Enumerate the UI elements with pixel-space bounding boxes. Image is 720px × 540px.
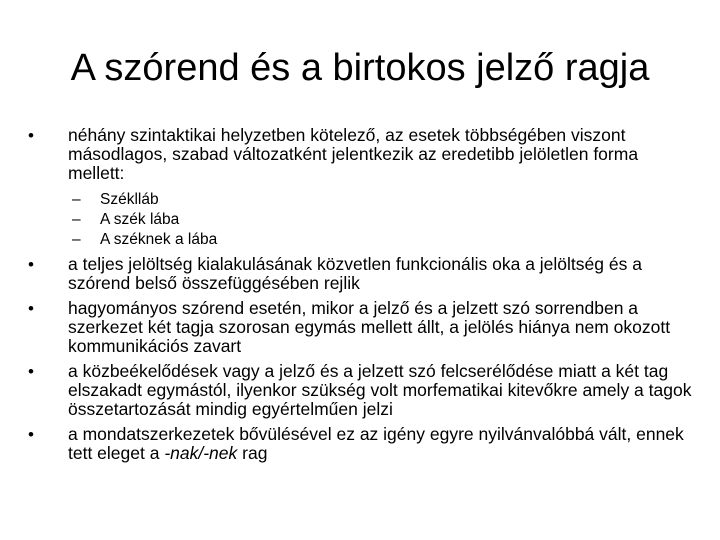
bullet-text	[68, 425, 698, 463]
sub-bullet-item	[72, 230, 698, 249]
sub-bullet-list	[72, 190, 698, 249]
sub-bullet-text: A szék lába	[100, 211, 180, 228]
bullet-item	[28, 126, 698, 183]
bullet-item	[28, 362, 698, 419]
bullet-icon: •	[28, 126, 34, 145]
bullet-item	[28, 299, 698, 356]
bullet-list	[28, 126, 698, 463]
bullet-icon: •	[28, 362, 34, 381]
bullet-item	[28, 255, 698, 293]
bullet-icon: •	[28, 425, 34, 444]
suffix-emphasis: -nak/-nek	[164, 443, 238, 463]
bullet-icon: •	[28, 255, 34, 274]
dash-icon: –	[72, 191, 81, 208]
bullet-text: hagyományos szórend esetén, mikor a jelző és a jelzett szó sorrendben a szerkezet két tagja szorosan egymás mellett állt, a jelölés hiánya nem okozott kommunikációs zavart	[68, 298, 671, 356]
bullet-group-1	[28, 126, 698, 249]
sub-bullet-item	[72, 210, 698, 229]
sub-bullet-text: A széknek a lába	[100, 231, 218, 248]
bullet-icon: •	[28, 299, 34, 318]
slide-title: A szórend és a birtokos jelző ragja	[70, 47, 650, 89]
sub-bullet-item	[72, 190, 698, 209]
bullet-item	[28, 425, 698, 463]
dash-icon: –	[72, 231, 81, 248]
dash-icon: –	[72, 211, 81, 228]
bullet-text: néhány szintaktikai helyzetben kötelező, az esetek többségében viszont másodlagos, szabad változatként jelentkezik az eredetibb jelöletlen forma mellett:	[68, 125, 639, 183]
sub-bullet-text: Széklláb	[100, 191, 159, 208]
bullet-text: a teljes jelöltség kialakulásának közvetlen funkcionális oka a jelöltség és a szórend belső összefüggésében rejlik	[68, 254, 642, 293]
bullet-text-end: rag	[237, 443, 268, 463]
bullet-text: a közbeékelődések vagy a jelző és a jelzett szó felcserélődése miatt a két tag elszakadt egymástól, ilyenkor szükség volt morfematikai kitevőkre amely a tagok összetartozását mindig egyértelműen jelzi	[68, 361, 692, 419]
bullet-text-start: a mondatszerkezetek bővülésével ez az igény egyre nyilvánvalóbbá vált, ennek tett eleget a	[68, 424, 684, 463]
